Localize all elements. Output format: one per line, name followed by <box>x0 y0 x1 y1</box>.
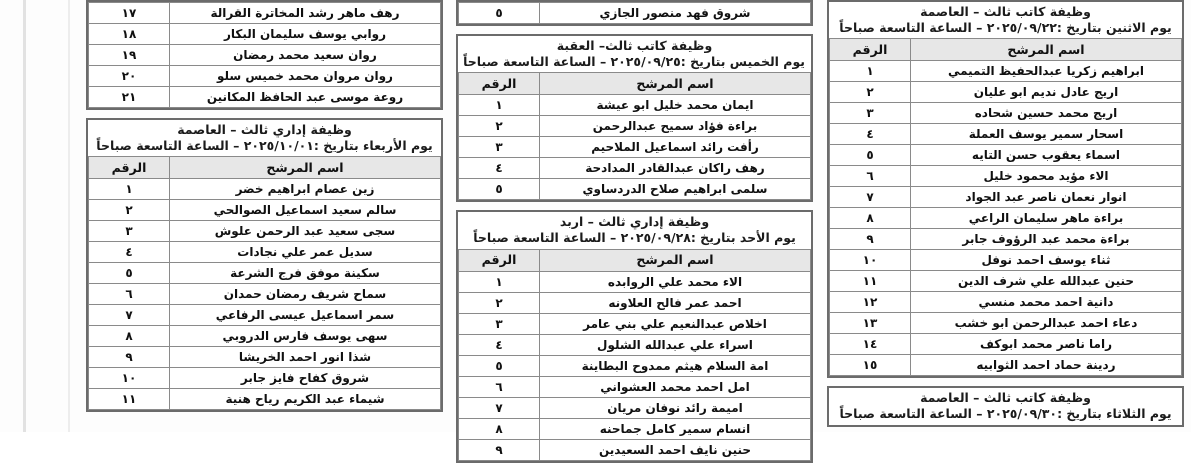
cell-candidate-name: انسام سمير كامل جماحنه <box>539 418 810 439</box>
table-row <box>830 103 1182 124</box>
cell-candidate-name: اسراء علي عبدالله الشلول <box>539 334 810 355</box>
cell-candidate-name: سماح شريف رمضان حمدان <box>169 284 440 305</box>
job-block-clerk-third-capital-monday <box>827 0 1184 378</box>
table-row <box>459 271 811 292</box>
cell-candidate-name: رهف ماهر رشد المخاترة القرالة <box>169 3 440 24</box>
cell-number: ٧ <box>459 397 540 418</box>
column-middle <box>456 0 813 471</box>
cell-candidate-name: روان مروان محمد خميس سلو <box>169 66 440 87</box>
job-title: وظيفة كاتب ثالث– العقبة <box>556 38 713 53</box>
job-block-header <box>88 120 441 156</box>
cell-number: ٥ <box>830 145 911 166</box>
cell-number: ٢٠ <box>89 66 170 87</box>
candidates-table <box>458 72 811 200</box>
cell-number: ٢ <box>89 200 170 221</box>
cell-candidate-name: اميمة رائد نوفان مريان <box>539 397 810 418</box>
cell-candidate-name: اريج عادل نديم ابو عليان <box>910 82 1181 103</box>
job-date: يوم الأحد بتاريخ :٢٠٢٥/٠٩/٢٨ – الساعة التاسعة صباحاً <box>473 229 796 245</box>
table-row <box>830 271 1182 292</box>
header-number: الرقم <box>89 157 170 179</box>
cell-candidate-name: امة السلام هيثم ممدوح البطاينة <box>539 355 810 376</box>
candidates-table <box>458 2 811 24</box>
table-row <box>89 389 441 410</box>
table-row <box>830 61 1182 82</box>
cell-candidate-name: الاء محمد علي الروابده <box>539 271 810 292</box>
column-right <box>827 0 1184 435</box>
cell-candidate-name: الاء مؤيد محمود خليل <box>910 166 1181 187</box>
table-row <box>459 292 811 313</box>
table-row <box>459 179 811 200</box>
cell-number: ١٨ <box>89 24 170 45</box>
table-row <box>830 313 1182 334</box>
table-body <box>459 3 811 24</box>
table-row <box>459 313 811 334</box>
table-row <box>89 87 441 108</box>
cell-candidate-name: زين عصام ابراهيم خضر <box>169 179 440 200</box>
cell-number: ١١ <box>89 389 170 410</box>
cell-candidate-name: ردينة حماد احمد الثوابيه <box>910 355 1181 376</box>
cell-number: ١٤ <box>830 334 911 355</box>
cell-candidate-name: حنين نايف احمد السعيدين <box>539 439 810 460</box>
table-row <box>89 326 441 347</box>
table-row <box>89 179 441 200</box>
cell-candidate-name: شروق فهد منصور الجازي <box>539 3 810 24</box>
column-left <box>86 0 443 420</box>
cell-number: ٨ <box>830 208 911 229</box>
cell-candidate-name: سجى سعيد عبد الرحمن علوش <box>169 221 440 242</box>
cell-candidate-name: سمر اسماعيل عيسى الرفاعي <box>169 305 440 326</box>
table-row <box>830 187 1182 208</box>
cell-number: ١٠ <box>830 250 911 271</box>
cell-candidate-name: احمد عمر فالح العلاونه <box>539 292 810 313</box>
job-date: يوم الثلاثاء بتاريخ :٢٠٢٥/٠٩/٣٠ – الساعة التاسعة صباحاً <box>839 405 1172 421</box>
job-block-admin-third-capital <box>86 118 443 412</box>
job-block-admin-third-irbid <box>456 210 813 462</box>
table-row <box>89 24 441 45</box>
cell-number: ٧ <box>89 305 170 326</box>
job-title: وظيفة كاتب ثالث – العاصمة <box>920 390 1091 406</box>
cell-candidate-name: راما ناصر محمد ابوكف <box>910 334 1181 355</box>
table-row <box>830 334 1182 355</box>
cell-number: ١٠ <box>89 368 170 389</box>
cell-candidate-name: اخلاص عبدالنعيم علي بني عامر <box>539 313 810 334</box>
cell-number: ٣ <box>89 221 170 242</box>
table-row <box>830 145 1182 166</box>
job-date: يوم الأربعاء بتاريخ :٢٠٢٥/١٠/٠١ – الساعة التاسعة صباحاً <box>96 137 433 153</box>
cell-number: ١ <box>459 95 540 116</box>
cell-candidate-name: اريج محمد حسين شحاده <box>910 103 1181 124</box>
table-header-row <box>459 73 811 95</box>
candidates-table <box>458 249 811 461</box>
cell-candidate-name: سكينة موفق فرج الشرعة <box>169 263 440 284</box>
table-row <box>459 116 811 137</box>
header-candidate-name: اسم المرشح <box>539 73 810 95</box>
job-date: يوم الخميس بتاريخ :٢٠٢٥/٠٩/٢٥ – الساعة التاسعة صباحاً <box>463 53 805 69</box>
cell-candidate-name: اسحار سمير يوسف العملة <box>910 124 1181 145</box>
cell-number: ١٢ <box>830 292 911 313</box>
cell-candidate-name: رهف راكان عبدالقادر المدادحة <box>539 158 810 179</box>
table-row <box>89 221 441 242</box>
cell-candidate-name: ابراهيم زكريا عبدالحفيظ التميمي <box>910 61 1181 82</box>
cell-candidate-name: ايمان محمد خليل ابو عيشة <box>539 95 810 116</box>
cell-candidate-name: حنين عبدالله علي شرف الدين <box>910 271 1181 292</box>
job-block-header <box>458 36 811 72</box>
table-row <box>830 250 1182 271</box>
table-row <box>830 208 1182 229</box>
header-number: الرقم <box>459 73 540 95</box>
table-row <box>830 124 1182 145</box>
cell-number: ٣ <box>459 137 540 158</box>
cell-candidate-name: ثناء يوسف احمد نوفل <box>910 250 1181 271</box>
cell-number: ٦ <box>459 376 540 397</box>
table-continuation-middle <box>456 0 813 26</box>
cell-number: ٩ <box>459 439 540 460</box>
cell-candidate-name: رأفت رائد اسماعيل الملاحيم <box>539 137 810 158</box>
table-row <box>459 137 811 158</box>
cell-number: ٤ <box>89 242 170 263</box>
cell-number: ١ <box>89 179 170 200</box>
table-row <box>459 158 811 179</box>
cell-number: ٥ <box>459 179 540 200</box>
job-block-header <box>829 2 1182 38</box>
table-row <box>830 82 1182 103</box>
table-row <box>830 166 1182 187</box>
cell-number: ٥ <box>459 3 540 24</box>
cell-number: ٢١ <box>89 87 170 108</box>
table-row <box>89 347 441 368</box>
table-row <box>89 3 441 24</box>
cell-candidate-name: سلمى ابراهيم صلاح الدردساوي <box>539 179 810 200</box>
cell-number: ٦ <box>89 284 170 305</box>
cell-candidate-name: شذا انور احمد الخريشا <box>169 347 440 368</box>
cell-number: ١ <box>459 271 540 292</box>
cell-candidate-name: شروق كفاح فايز جابر <box>169 368 440 389</box>
cell-candidate-name: براءة فؤاد سميح عبدالرحمن <box>539 116 810 137</box>
job-title: وظيفة كاتب ثالث – العاصمة <box>920 4 1091 19</box>
job-block-clerk-third-capital-tuesday <box>827 386 1184 426</box>
header-candidate-name: اسم المرشح <box>539 249 810 271</box>
table-row <box>89 368 441 389</box>
table-row <box>89 66 441 87</box>
cell-number: ٧ <box>830 187 911 208</box>
table-row <box>459 376 811 397</box>
job-title: وظيفة إداري ثالث – اربد <box>559 214 710 230</box>
table-body <box>459 95 811 200</box>
table-row <box>459 355 811 376</box>
candidates-table <box>829 38 1182 376</box>
table-body <box>89 3 441 108</box>
job-date: يوم الاثنين بتاريخ :٢٠٢٥/٠٩/٢٢ – الساعة التاسعة صباحاً <box>839 19 1172 35</box>
cell-candidate-name: براءة ماهر سليمان الراعي <box>910 208 1181 229</box>
table-row <box>830 292 1182 313</box>
table-row <box>89 45 441 66</box>
cell-candidate-name: سالم سعيد اسماعيل الصوالحي <box>169 200 440 221</box>
cell-number: ١٧ <box>89 3 170 24</box>
candidates-table <box>88 156 441 410</box>
table-body <box>89 179 441 410</box>
cell-number: ٢ <box>459 116 540 137</box>
cell-number: ٢ <box>830 82 911 103</box>
table-row <box>89 305 441 326</box>
job-block-clerk-third-aqaba <box>456 34 813 202</box>
table-row <box>830 229 1182 250</box>
cell-number: ٥ <box>459 355 540 376</box>
table-body <box>830 61 1182 376</box>
cell-candidate-name: سهى يوسف فارس الدروبي <box>169 326 440 347</box>
cell-number: ١٩ <box>89 45 170 66</box>
cell-number: ١١ <box>830 271 911 292</box>
candidates-table <box>88 2 441 108</box>
table-row <box>89 263 441 284</box>
table-row <box>459 334 811 355</box>
cell-number: ٦ <box>830 166 911 187</box>
table-row <box>830 355 1182 376</box>
table-row <box>89 242 441 263</box>
cell-candidate-name: براءة محمد عبد الرؤوف جابر <box>910 229 1181 250</box>
cell-number: ٢ <box>459 292 540 313</box>
cell-number: ٨ <box>459 418 540 439</box>
table-row <box>459 418 811 439</box>
header-candidate-name: اسم المرشح <box>169 157 440 179</box>
cell-number: ١٣ <box>830 313 911 334</box>
table-row <box>459 95 811 116</box>
header-number: الرقم <box>830 39 911 61</box>
cell-number: ٨ <box>89 326 170 347</box>
cell-number: ٣ <box>830 103 911 124</box>
table-header-row <box>459 249 811 271</box>
header-candidate-name: اسم المرشح <box>910 39 1181 61</box>
table-row <box>89 200 441 221</box>
table-row <box>459 439 811 460</box>
cell-candidate-name: اسماء يعقوب حسن التايه <box>910 145 1181 166</box>
table-header-row <box>89 157 441 179</box>
cell-number: ٩ <box>830 229 911 250</box>
cell-number: ٤ <box>830 124 911 145</box>
table-row <box>89 284 441 305</box>
cell-candidate-name: سديل عمر علي نجادات <box>169 242 440 263</box>
table-row <box>459 397 811 418</box>
table-header-row <box>830 39 1182 61</box>
table-continuation-left <box>86 0 443 110</box>
cell-number: ٩ <box>89 347 170 368</box>
cell-number: ٥ <box>89 263 170 284</box>
cell-candidate-name: امل احمد محمد العشواني <box>539 376 810 397</box>
header-number: الرقم <box>459 249 540 271</box>
cell-number: ٤ <box>459 158 540 179</box>
cell-candidate-name: روان سعيد محمد رمضان <box>169 45 440 66</box>
job-title: وظيفة إداري ثالث – العاصمة <box>177 122 352 137</box>
job-block-header <box>829 388 1182 424</box>
cell-candidate-name: دعاء احمد عبدالرحمن ابو خشب <box>910 313 1181 334</box>
table-row <box>459 3 811 24</box>
cell-candidate-name: شيماء عبد الكريم رياح هنية <box>169 389 440 410</box>
cell-candidate-name: روابي يوسف سليمان البكار <box>169 24 440 45</box>
job-block-header <box>458 212 811 248</box>
cell-number: ١٥ <box>830 355 911 376</box>
cell-number: ١ <box>830 61 911 82</box>
cell-number: ٣ <box>459 313 540 334</box>
cell-candidate-name: انوار نعمان ناصر عبد الجواد <box>910 187 1181 208</box>
cell-candidate-name: روعة موسى عبد الحافظ المكانين <box>169 87 440 108</box>
cell-number: ٤ <box>459 334 540 355</box>
cell-candidate-name: دانية احمد محمد منسي <box>910 292 1181 313</box>
